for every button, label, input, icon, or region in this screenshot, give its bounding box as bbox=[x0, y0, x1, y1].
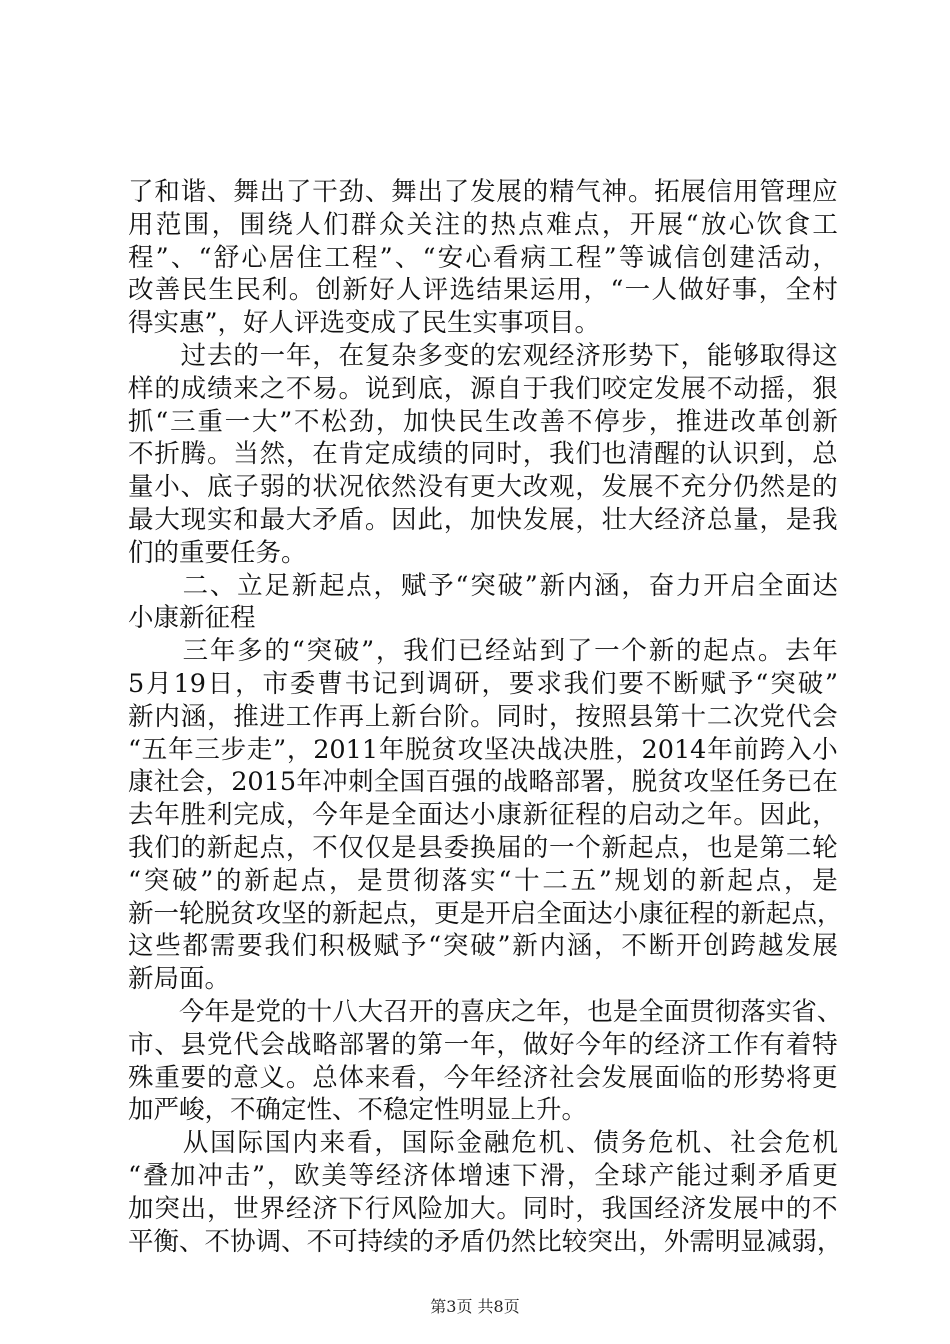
text-line: 了 和 谐 、 舞 出 了 干 劲 、 舞 出 了 发 展 的 精 气 神 。 拓 展 信 用 管 理 应 bbox=[128, 177, 838, 207]
text-line: 这 些 都 需 要 我 们 积 极 赋 予 “ 突 破 ” 新 内 涵 ， 不 断 开 创 跨 越 发 展 bbox=[128, 931, 838, 962]
text-line: “ 五 年 三 步 走 ” ， 2011 年 脱 贫 攻 坚 决 战 决 胜 ， 2014 年 前 跨 入 小 bbox=[128, 734, 838, 765]
text-line: 我 们 的 新 起 点 ， 不 仅 仅 是 县 委 换 届 的 一 个 新 起 点 ， 也 是 第 二 轮 bbox=[128, 832, 838, 863]
text-line: 加 突 出 ， 世 界 经 济 下 行 风 险 加 大 。 同 时 ， 我 国 经 济 发 展 中 的 不 bbox=[128, 1193, 838, 1224]
text-line: 新 内 涵 ， 推 进 工 作 再 上 新 台 阶 。 同 时 ， 按 照 县 第 十 二 次 党 代 会 bbox=[128, 701, 838, 732]
text-line: 过 去 的 一 年 ， 在 复 杂 多 变 的 宏 观 经 济 形 势 下 ， 能 够 取 得 这 bbox=[180, 340, 838, 371]
text-line: 三 年 多 的 “ 突 破 ” ， 我 们 已 经 站 到 了 一 个 新 的 起 点 。 去 年 bbox=[182, 636, 838, 667]
text-line: 平 衡 、 不 协 调 、 不 可 持 续 的 矛 盾 仍 然 比 较 突 出 ， 外 需 明 显 减 弱 ， bbox=[128, 1226, 843, 1257]
text-line: 小康新征程 bbox=[128, 603, 256, 634]
text-line: 今 年 是 党 的 十 八 大 召 开 的 喜 庆 之 年 ， 也 是 全 面 贯 彻 落 实 省 、 bbox=[179, 996, 843, 1027]
text-line: 殊 重 要 的 意 义 。 总 体 来 看 ， 今 年 经 济 社 会 发 展 面 临 的 形 势 将 更 bbox=[128, 1062, 838, 1093]
text-line: 加严峻，不确定性、不稳定性明显上升。 bbox=[128, 1095, 588, 1126]
body-text bbox=[128, 176, 843, 1258]
text-line: 不 折 腾 。 当 然 ， 在 肯 定 成 绩 的 同 时 ， 我 们 也 清 醒 的 认 识 到 ， 总 bbox=[128, 439, 838, 470]
text-line: 用 范 围 ， 围 绕 人 们 群 众 关 注 的 热 点 难 点 ， 开 展 “ 放 心 饮 食 工 bbox=[128, 209, 838, 240]
text-line: 从 国 际 国 内 来 看 ， 国 际 金 融 危 机 、 债 务 危 机 、 社 会 危 机 bbox=[182, 1128, 838, 1159]
text-line: 新局面。 bbox=[128, 964, 231, 995]
text-line: “ 突 破 ” 的 新 起 点 ， 是 贯 彻 落 实 “ 十 二 五 ” 规 划 的 新 起 点 ， 是 bbox=[128, 865, 838, 896]
text-line: 二 、 立 足 新 起 点 ， 赋 予 “ 突 破 ” 新 内 涵 ， 奋 力 开 启 全 面 达 bbox=[182, 570, 838, 601]
text-line: 程 ” 、 “ 舒 心 居 住 工 程 ” 、 “ 安 心 看 病 工 程 ” 等 诚 信 创 建 活 动 ， bbox=[128, 242, 838, 273]
text-line: 样 的 成 绩 来 之 不 易 。 说 到 底 ， 源 自 于 我 们 咬 定 发 展 不 动 摇 ， 狠 bbox=[128, 373, 838, 404]
text-line: 改 善 民 生 民 利 。 创 新 好 人 评 选 结 果 运 用 ， “ 一 人 做 好 事 ， 全 村 bbox=[128, 275, 838, 306]
text-line: “ 叠 加 冲 击 ” ， 欧 美 等 经 济 体 增 速 下 滑 ， 全 球 产 能 过 剩 矛 盾 更 bbox=[128, 1160, 838, 1191]
text-line: 5 月 19 日 ， 市 委 曹 书 记 到 调 研 ， 要 求 我 们 要 不 断 赋 予 “ 突 破 ” bbox=[128, 668, 838, 699]
text-line: 得实惠”，好人评选变成了民生实事项目。 bbox=[128, 308, 601, 339]
text-line: 们的重要任务。 bbox=[128, 537, 307, 568]
text-line: 康 社 会 ， 2015 年 冲 刺 全 国 百 强 的 战 略 部 署 ， 脱 贫 攻 坚 任 务 已 在 bbox=[128, 767, 838, 798]
text-line: 最 大 现 实 和 最 大 矛 盾 。 因 此 ， 加 快 发 展 ， 壮 大 经 济 总 量 ， 是 我 bbox=[128, 504, 838, 535]
text-line: 市 、 县 党 代 会 战 略 部 署 的 第 一 年 ， 做 好 今 年 的 经 济 工 作 有 着 特 bbox=[128, 1029, 838, 1060]
text-line: 新 一 轮 脱 贫 攻 坚 的 新 起 点 ， 更 是 开 启 全 面 达 小 康 征 程 的 新 起 点 ， bbox=[128, 898, 843, 929]
text-line: 量 小 、 底 子 弱 的 状 况 依 然 没 有 更 大 改 观 ， 发 展 不 充 分 仍 然 是 的 bbox=[128, 472, 838, 503]
text-line: 抓 “ 三 重 一 大 ” 不 松 劲 ， 加 快 民 生 改 善 不 停 步 ， 推 进 改 革 创 新 bbox=[128, 406, 838, 437]
text-line: 去 年 胜 利 完 成 ， 今 年 是 全 面 达 小 康 新 征 程 的 启 动 之 年 。 因 此 ， bbox=[128, 800, 838, 831]
page-footer: 第3页 共8页 bbox=[430, 1297, 520, 1316]
